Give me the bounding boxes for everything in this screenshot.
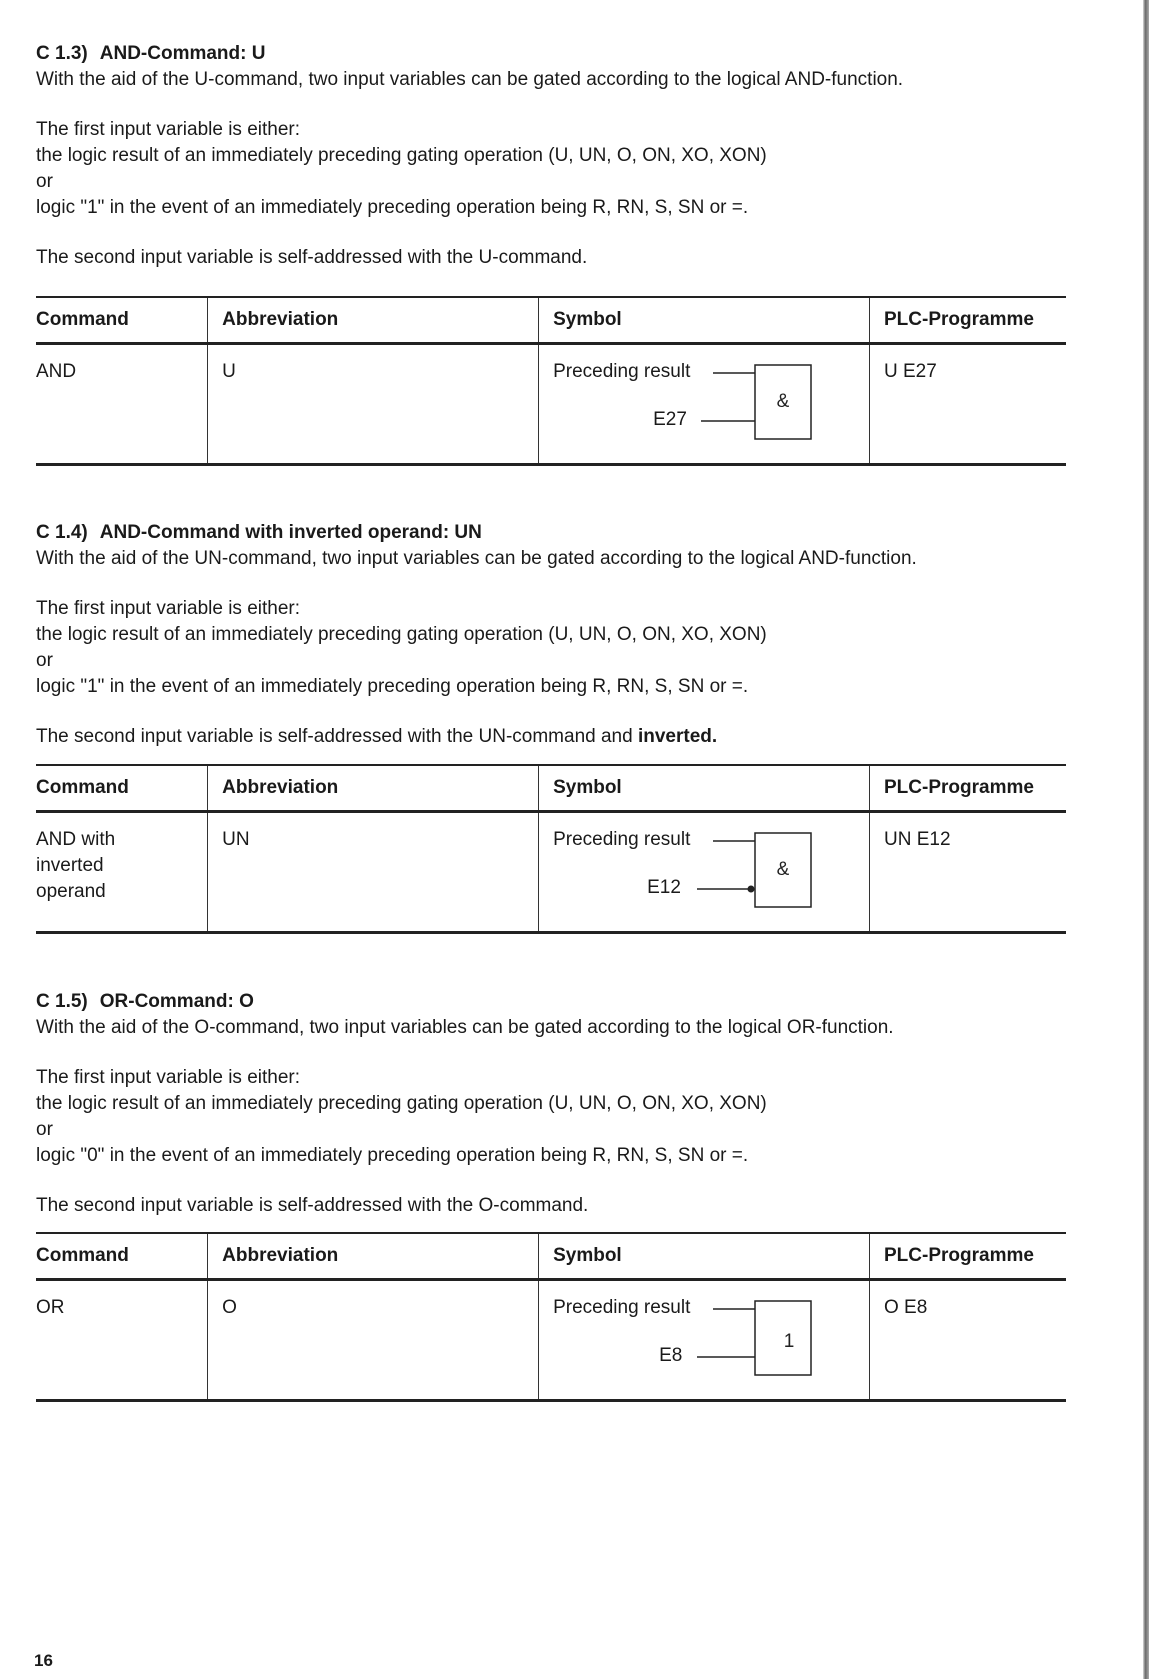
table-header-row [36, 765, 1066, 812]
command-table-and [36, 296, 1066, 466]
gate-function-label: & [776, 391, 790, 412]
command-line: inverted [36, 855, 104, 876]
intro-text: With the aid of the O-command, two input variables can be gated according to the logical OR-function. [36, 1017, 894, 1038]
header-plc-programme: PLC-Programme [870, 765, 1067, 812]
header-symbol: Symbol [539, 1233, 870, 1280]
or-text: or [36, 1119, 53, 1140]
command-table-and-inverted [36, 764, 1066, 934]
table-row [36, 812, 1066, 933]
section-title: OR-Command: O [99, 991, 254, 1012]
cell-abbreviation: U [208, 344, 539, 465]
first-input-label: The first input variable is either: [36, 598, 301, 619]
table-row [36, 344, 1066, 465]
table-header-row [36, 297, 1066, 344]
logic-gate-symbol [553, 359, 869, 449]
gate-function-label: & [776, 859, 790, 880]
first-input-option-1: the logic result of an immediately preceding gating operation (U, UN, O, ON, XO, XON) [36, 1093, 767, 1114]
section-number: C 1.4) [36, 522, 88, 543]
header-plc-programme: PLC-Programme [870, 297, 1067, 344]
first-input-option-1: the logic result of an immediately preceding gating operation (U, UN, O, ON, XO, XON) [36, 624, 767, 645]
section-number: C 1.3) [36, 43, 88, 64]
section-or-command [36, 989, 1066, 1219]
cell-symbol [539, 344, 870, 465]
inversion-dot-icon [748, 886, 755, 893]
cell-symbol [539, 812, 870, 933]
header-plc-programme: PLC-Programme [870, 1233, 1067, 1280]
cell-symbol [539, 1280, 870, 1401]
second-input-prefix: The second input variable is self-addressed with the UN-command and [36, 726, 638, 747]
table-header-row [36, 1233, 1066, 1280]
command-table-or [36, 1232, 1066, 1402]
logic-gate-symbol [553, 827, 869, 917]
gate-input-2-label: E12 [647, 877, 681, 898]
second-input-text [36, 245, 1066, 271]
or-gate-diagram [553, 1295, 813, 1385]
section-title: AND-Command with inverted operand: UN [99, 522, 482, 543]
section-and-inverted-command [36, 520, 1066, 750]
first-input-option-1: the logic result of an immediately preceding gating operation (U, UN, O, ON, XO, XON) [36, 145, 767, 166]
header-command: Command [36, 765, 208, 812]
and-gate-diagram [553, 359, 813, 449]
section-heading [36, 520, 1066, 546]
cell-plc-programme: U E27 [870, 344, 1067, 465]
gate-input-2-label: E27 [653, 409, 687, 430]
scan-edge-shadow [1143, 0, 1149, 1679]
header-command: Command [36, 1233, 208, 1280]
section-title: AND-Command: U [99, 43, 266, 64]
header-symbol: Symbol [539, 297, 870, 344]
section-heading [36, 41, 1066, 67]
cell-abbreviation: O [208, 1280, 539, 1401]
or-text: or [36, 650, 53, 671]
second-input-prefix: The second input variable is self-addressed with the U-command. [36, 247, 588, 268]
logic-gate-symbol [553, 1295, 869, 1385]
command-line: AND with [36, 829, 116, 850]
first-input-option-2: logic "1" in the event of an immediately preceding operation being R, RN, S, SN or =. [36, 197, 749, 218]
section-and-command [36, 41, 1066, 271]
cell-command: AND [36, 361, 77, 382]
first-input-label: The first input variable is either: [36, 119, 301, 140]
header-abbreviation: Abbreviation [208, 1233, 539, 1280]
first-input-option-2: logic "0" in the event of an immediately preceding operation being R, RN, S, SN or =. [36, 1145, 749, 1166]
second-input-text [36, 1193, 1066, 1219]
first-input-label: The first input variable is either: [36, 1067, 301, 1088]
gate-input-1-label: Preceding result [553, 829, 691, 850]
command-line: operand [36, 881, 106, 902]
or-text: or [36, 171, 53, 192]
section-number: C 1.5) [36, 991, 88, 1012]
cell-plc-programme: UN E12 [870, 812, 1067, 933]
cell-command: OR [36, 1297, 65, 1318]
gate-input-1-label: Preceding result [553, 1297, 691, 1318]
page-number: 16 [34, 1651, 53, 1670]
header-symbol: Symbol [539, 765, 870, 812]
section-heading [36, 989, 1066, 1015]
cell-command [36, 812, 208, 933]
cell-abbreviation: UN [208, 812, 539, 933]
and-gate-inverted-diagram [553, 827, 813, 917]
gate-function-label: 1 [783, 1331, 795, 1352]
intro-text: With the aid of the UN-command, two input variables can be gated according to the logical AND-function. [36, 548, 917, 569]
second-input-emphasis: inverted. [637, 726, 718, 747]
cell-plc-programme: O E8 [870, 1280, 1067, 1401]
second-input-text [36, 724, 1066, 750]
gate-input-1-label: Preceding result [553, 361, 691, 382]
second-input-prefix: The second input variable is self-addressed with the O-command. [36, 1195, 589, 1216]
header-command: Command [36, 297, 208, 344]
table-row [36, 1280, 1066, 1401]
first-input-option-2: logic "1" in the event of an immediately preceding operation being R, RN, S, SN or =. [36, 676, 749, 697]
header-abbreviation: Abbreviation [208, 297, 539, 344]
intro-text: With the aid of the U-command, two input variables can be gated according to the logical AND-function. [36, 69, 904, 90]
header-abbreviation: Abbreviation [208, 765, 539, 812]
gate-input-2-label: E8 [659, 1345, 683, 1366]
